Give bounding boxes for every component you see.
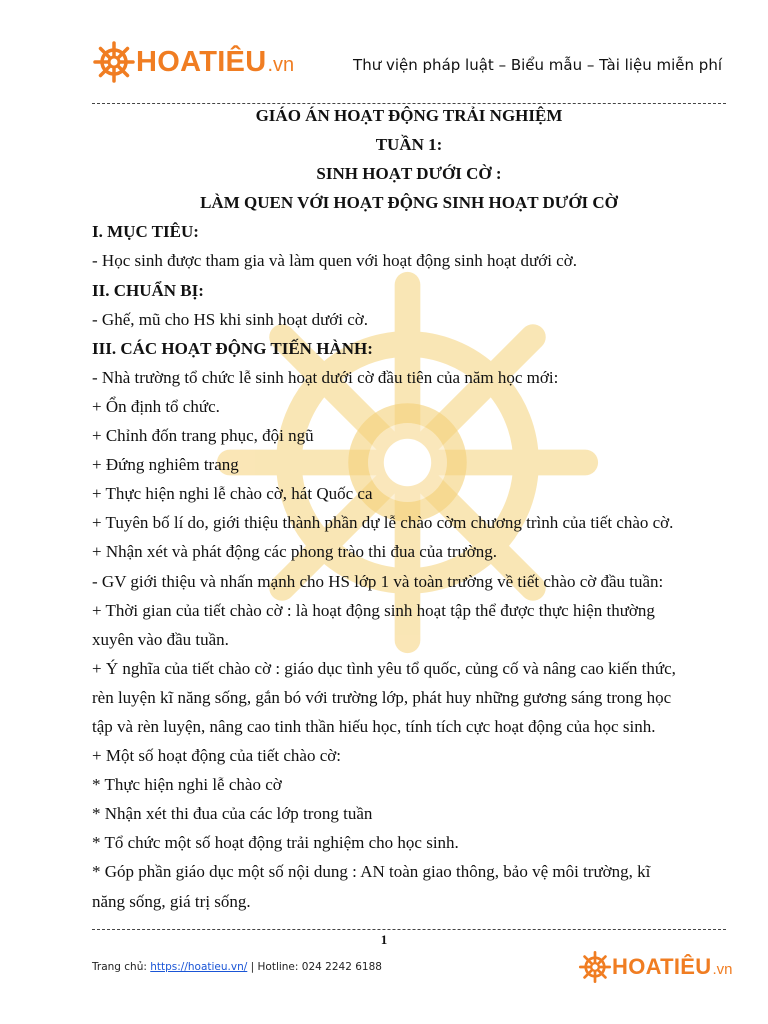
paragraph: * Thực hiện nghi lễ chào cờ (92, 775, 282, 795)
paragraph: - Nhà trường tổ chức lễ sinh hoạt dưới cờ đầu tiên của năm học mới: (92, 367, 559, 387)
paragraph: xuyên vào đầu tuần. (92, 629, 229, 649)
paragraph: + Chỉnh đốn trang phục, đội ngũ (92, 426, 314, 446)
paragraph: + Đứng nghiêm trang (92, 455, 239, 475)
doc-title: GIÁO ÁN HOẠT ĐỘNG TRẢI NGHIỆM (255, 106, 563, 125)
paragraph: + Ổn định tổ chức. (92, 396, 220, 416)
logo-suffix: .vn (267, 53, 295, 76)
section-heading-preparation: II. CHUẨN BỊ: (92, 280, 204, 300)
paragraph: + Thực hiện nghi lễ chào cờ, hát Quốc ca (92, 484, 373, 504)
ship-wheel-icon (92, 40, 136, 84)
paragraph: * Nhận xét thi đua của các lớp trong tuần (92, 804, 373, 824)
paragraph: năng sống, giá trị sống. (92, 891, 251, 911)
section-heading-objectives: I. MỤC TIÊU: (92, 222, 199, 242)
doc-topic: LÀM QUEN VỚI HOẠT ĐỘNG SINH HOẠT DƯỚI CỜ (200, 193, 618, 213)
footer-hotline: | Hotline: 024 2242 6188 (247, 961, 382, 973)
page-header (0, 0, 768, 104)
logo-suffix: .vn (712, 960, 733, 978)
doc-week: TUẦN 1: (375, 135, 443, 155)
page-number: 1 (380, 932, 388, 947)
paragraph: - Học sinh được tham gia và làm quen với hoạt động sinh hoạt dưới cờ. (92, 251, 577, 271)
paragraph: - GV giới thiệu và nhấn mạnh cho HS lớp 1 và toàn trường về tiết chào cờ đầu tuần: (92, 571, 664, 591)
logo-text: HOATIÊU (612, 954, 712, 979)
footer-home-link[interactable]: https://hoatieu.vn/ (150, 961, 248, 973)
hoatieu-logo[interactable] (92, 40, 294, 84)
paragraph: - Ghế, mũ cho HS khi sinh hoạt dưới cờ. (92, 309, 369, 329)
document-body (92, 101, 726, 916)
paragraph: + Một số hoạt động của tiết chào cờ: (92, 746, 341, 766)
footer-home-label: Trang chủ: (92, 961, 151, 973)
paragraph: * Góp phần giáo dục một số nội dung : AN toàn giao thông, bảo vệ môi trường, kĩ (92, 862, 651, 882)
paragraph: + Tuyên bố lí do, giới thiệu thành phần dự lễ chào cờm chương trình của tiết chào cờ. (92, 513, 674, 533)
paragraph: * Tổ chức một số hoạt động trải nghiệm cho học sinh. (92, 833, 459, 853)
footer-hoatieu-logo[interactable] (578, 950, 732, 984)
paragraph: tập và rèn luyện, nâng cao tinh thần hiếu học, tính tích cực hoạt động của học sinh. (92, 716, 656, 736)
section-heading-activities: III. CÁC HOẠT ĐỘNG TIẾN HÀNH: (92, 338, 373, 358)
doc-subtitle: SINH HOẠT DƯỚI CỜ : (316, 164, 502, 184)
page-footer (92, 961, 382, 973)
header-tagline: Thư viện pháp luật – Biểu mẫu – Tài liệu miễn phí (353, 56, 722, 74)
paragraph: + Thời gian của tiết chào cờ : là hoạt động sinh hoạt tập thể được thực hiện thường (92, 600, 655, 620)
ship-wheel-icon (578, 950, 612, 984)
footer-divider (92, 929, 726, 930)
logo-text: HOATIÊU (136, 45, 267, 78)
paragraph: + Nhận xét và phát động các phong trào thi đua của trường. (92, 542, 497, 562)
paragraph: rèn luyện kĩ năng sống, gắn bó với trường lớp, phát huy những gương sáng trong học (92, 687, 672, 707)
paragraph: + Ý nghĩa của tiết chào cờ : giáo dục tình yêu tổ quốc, củng cố và nâng cao kiến thức, (92, 658, 676, 678)
